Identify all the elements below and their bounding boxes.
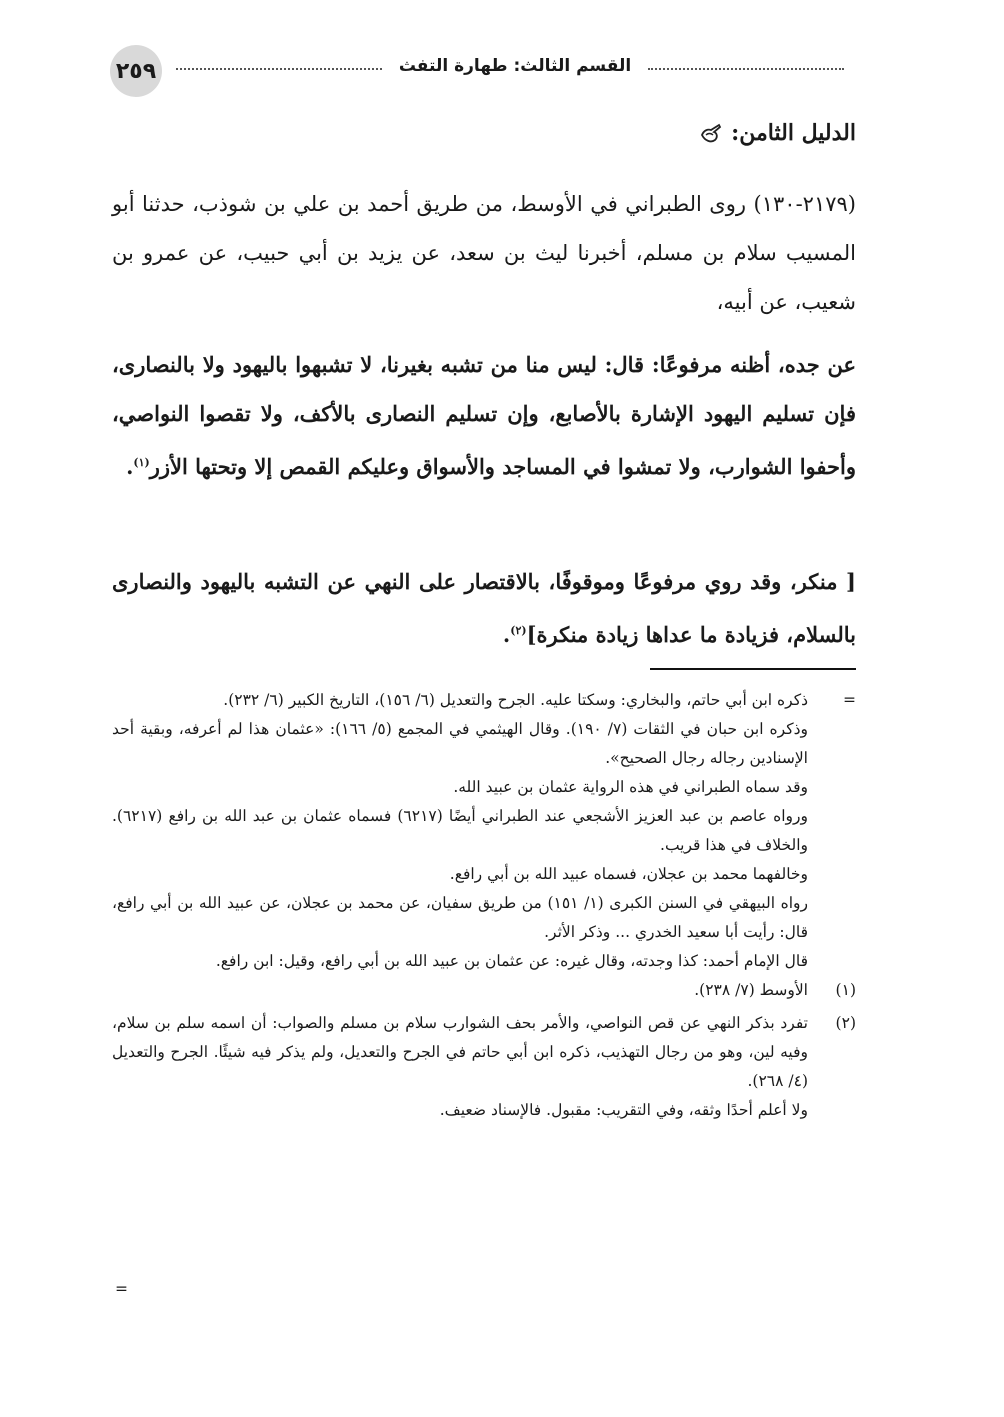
footnote-cont-line: ذكره ابن أبي حاتم، والبخاري: وسكتا عليه. الجرح والتعديل (٦/ ١٥٦)، التاريخ الكبير (٦/ ٢٣٢). xyxy=(223,691,808,709)
footnote-continuation xyxy=(112,686,856,976)
hadith-matn-text: عن جده، أظنه مرفوعًا: قال: ليس منا من تشبه بغيرنا، لا تشبهوا باليهود ولا بالنصارى، فإن تسليم اليهود الإشارة بالأصابع، وإن تسليم النصارى بالأكف، ولا تقصوا النواصي، وأحفوا الشوارب، ولا تمشوا في المساجد والأسواق وعليكم القمص إلا وتحتها الأزر xyxy=(112,352,856,479)
hadith-matn-paragraph xyxy=(112,340,856,540)
footnote-2-line: ولا أعلم أحدًا وثقه، وفي التقريب: مقبول. فالإسناد ضعيف. xyxy=(439,1101,808,1119)
footnote-1 xyxy=(112,976,856,1005)
verdict-text: [ منكر، وقد روي مرفوعًا وموقوفًا، بالاقتصار على النهي عن التشبه باليهود والنصارى بالسلام، فزيادة ما عداها زيادة منكرة] xyxy=(112,569,856,647)
verdict-end: . xyxy=(502,622,511,647)
footnote-ref-1[interactable]: (١) xyxy=(133,456,150,469)
footnote-cont-line: وقد سماه الطبراني في هذه الرواية عثمان بن عبيد الله. xyxy=(453,778,808,796)
hadith-isnad-text: (٢١٧٩-١٣٠) روى الطبراني في الأوسط، من طريق أحمد بن علي بن شوذب، حدثنا أبو المسيب سلام بن مسلم، أخبرنا ليث بن سعد، عن يزيد بن أبي حبيب، عن عمرو بن شعيب، عن أبيه، xyxy=(112,192,856,314)
footnote-cont-line: وخالفهما محمد بن عجلان، فسماه عبيد الله بن أبي رافع. xyxy=(449,865,808,883)
footnote-cont-line: ورواه عاصم بن عبد العزيز الأشجعي عند الطبراني أيضًا (٦٢١٧) فسماه عثمان بن عبد الله بن رافع (٦٢١٧). والخلاف في هذا قريب. xyxy=(112,807,808,854)
header-leader-left xyxy=(176,68,382,70)
footnote-ref-2[interactable]: (٢) xyxy=(510,624,527,637)
decorative-hand-icon xyxy=(699,121,723,145)
continues-next-page-marker: = xyxy=(115,1280,128,1298)
verdict-paragraph xyxy=(112,557,856,657)
section-heading-text: الدليل الثامن: xyxy=(731,120,856,146)
section-heading xyxy=(699,120,856,146)
footnotes xyxy=(112,686,856,1125)
footnote-2-marker: (٢) xyxy=(835,1014,856,1032)
page-number xyxy=(110,45,162,97)
footnote-separator xyxy=(650,668,856,670)
footnote-1-marker: (١) xyxy=(835,981,856,999)
hadith-matn-end: . xyxy=(126,454,134,479)
hadith-isnad-paragraph xyxy=(112,180,856,330)
header-leader-right xyxy=(648,68,844,70)
footnote-cont-line: وذكره ابن حبان في الثقات (٧/ ١٩٠). وقال الهيثمي في المجمع (٥/ ١٦٦): «عثمان هذا لم أعرفه، وبقية أحد الإسنادين رجاله رجال الصحيح». xyxy=(112,720,808,767)
footnote-2 xyxy=(112,1009,856,1125)
footnote-2-line: تفرد بذكر النهي عن قص النواصي، والأمر بحف الشوارب سلام بن مسلم والصواب: أن اسمه سلم بن سلام، وفيه لين، وهو من رجال التهذيب، ذكره ابن أبي حاتم في الجرح والتعديل، ولم يذكر فيه شيئًا. الجرح والتعديل (٤/ ٢٦٨). xyxy=(112,1014,808,1090)
footnote-cont-line: قال الإمام أحمد: كذا وجدته، وقال غيره: عن عثمان بن عبيد الله بن أبي رافع، وقيل: ابن رافع. xyxy=(215,952,808,970)
footnote-1-text: الأوسط (٧/ ٢٣٨). xyxy=(694,981,808,999)
continuation-marker: = xyxy=(843,691,856,709)
running-title: القسم الثالث: طهارة التفث xyxy=(398,56,632,76)
footnote-cont-line: رواه البيهقي في السنن الكبرى (١/ ١٥١) من طريق سفيان، عن محمد بن عجلان، عن عبيد الله بن أبي رافع، قال: رأيت أبا سعيد الخدري ... وذكر الأثر. xyxy=(112,894,808,941)
page-number-text: ٢٥٩ xyxy=(115,58,157,84)
